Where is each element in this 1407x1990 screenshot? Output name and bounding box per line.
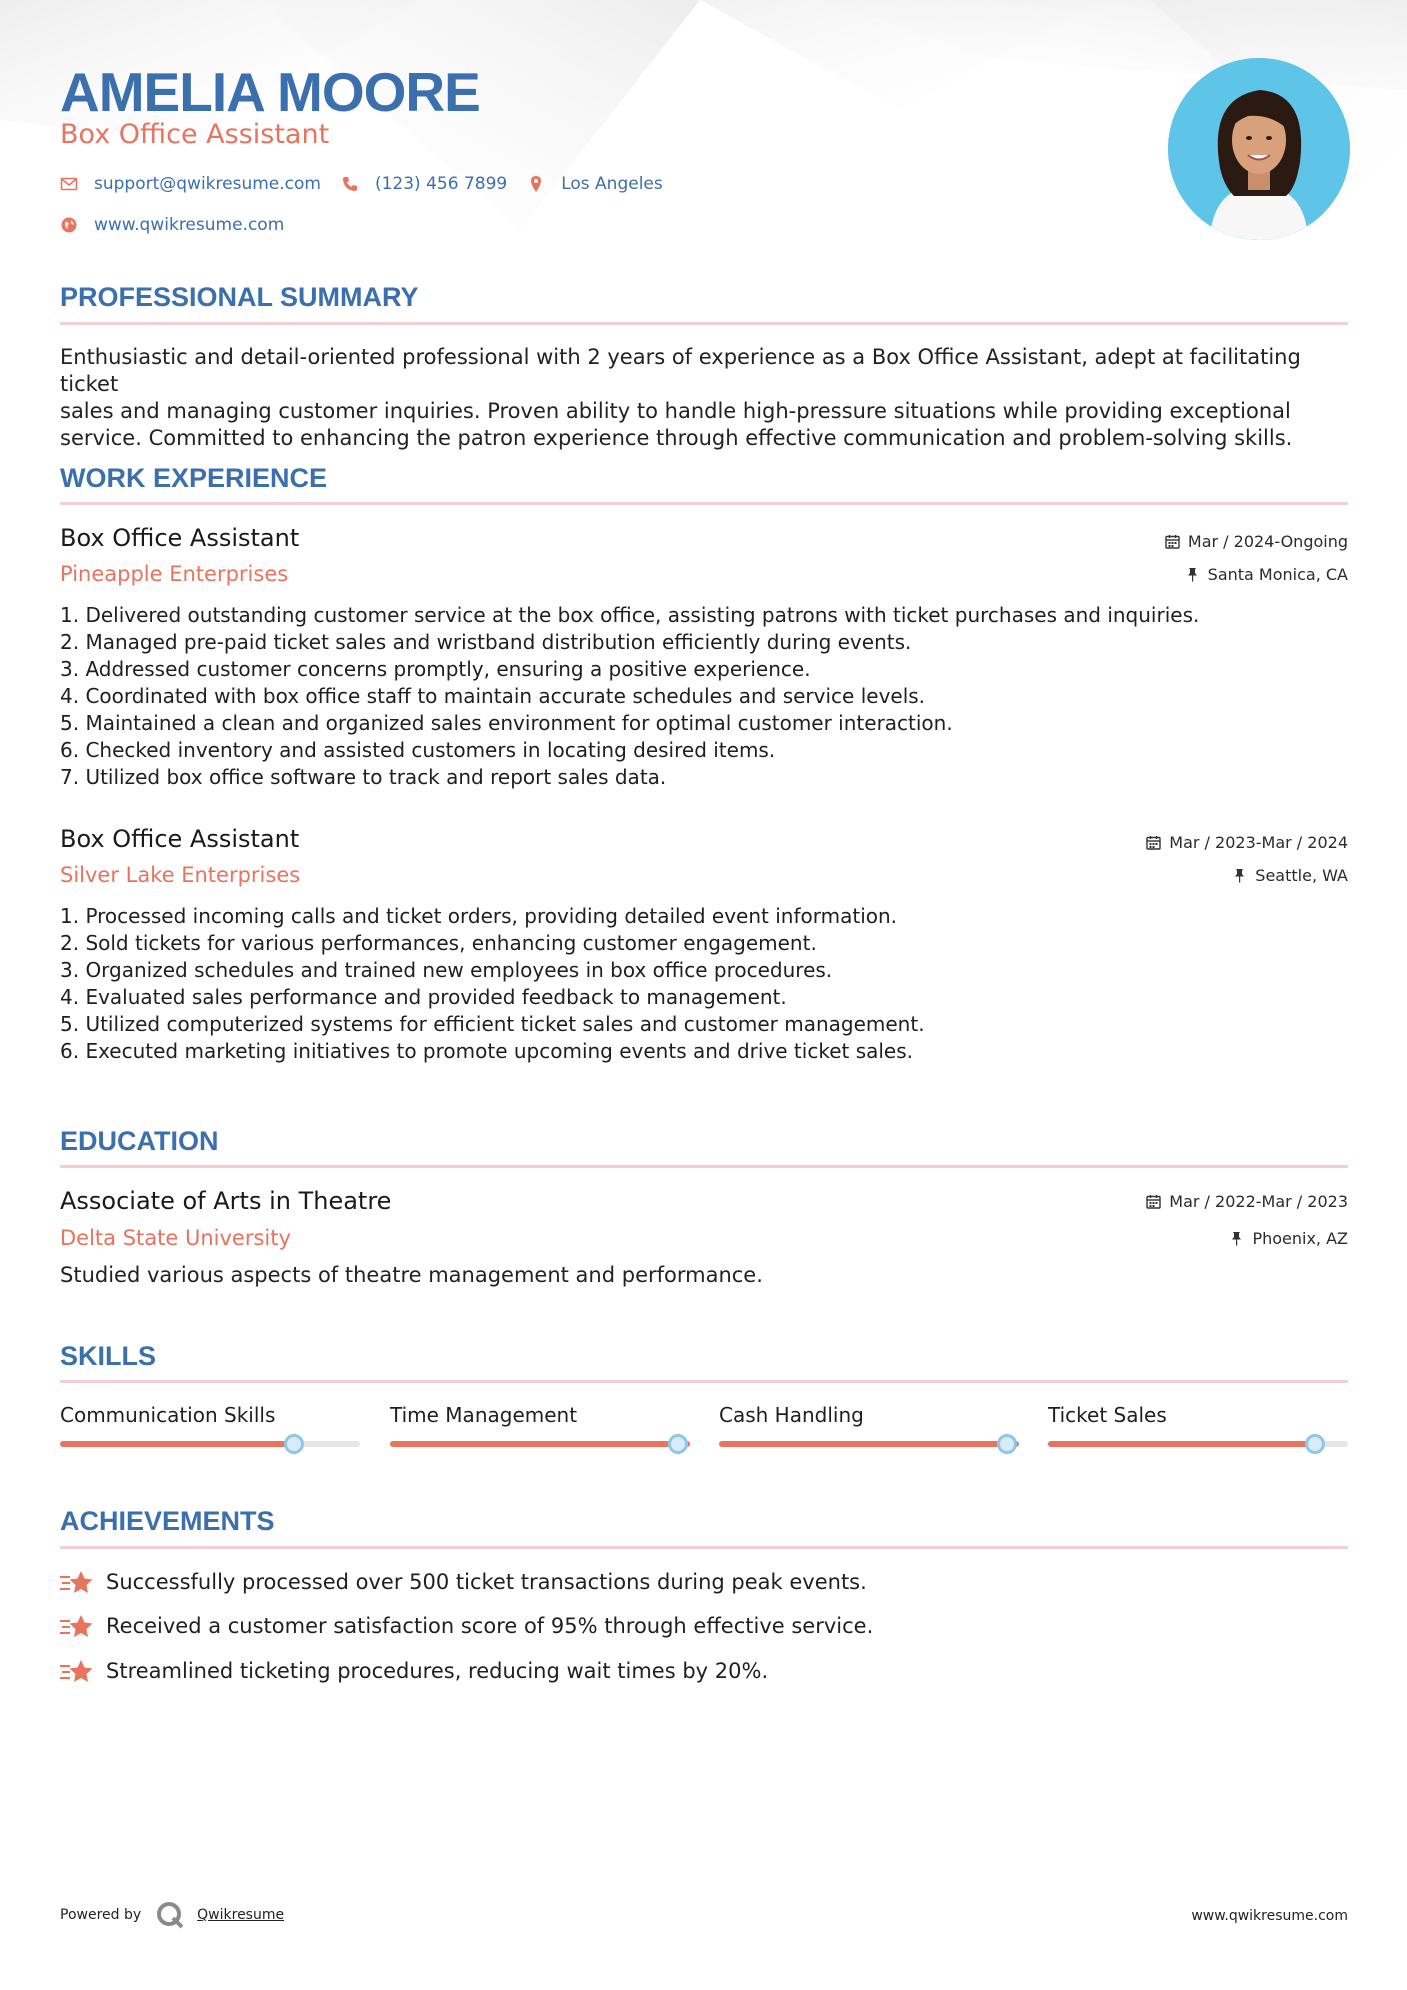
list-item: 6. Executed marketing initiatives to promote upcoming events and drive ticket sales. xyxy=(60,1039,914,1063)
skill-fill xyxy=(719,1441,1019,1447)
contact-website[interactable] xyxy=(60,215,284,235)
footer-powered-by xyxy=(60,1900,284,1930)
profile-photo xyxy=(1168,58,1350,240)
skill-item xyxy=(60,1403,360,1427)
list-item: 7. Utilized box office software to track and report sales data. xyxy=(60,765,667,789)
summary-line: service. Committed to enhancing the patron experience through effective communication and problem-solving skills. xyxy=(60,426,1293,450)
email-text[interactable]: support@qwikresume.com xyxy=(94,174,321,194)
footer-website[interactable]: www.qwikresume.com xyxy=(1191,1908,1348,1924)
education-divider xyxy=(60,1165,1348,1168)
job-location xyxy=(1185,565,1348,584)
phone-icon xyxy=(341,175,359,193)
skill-track xyxy=(390,1441,690,1447)
skill-fill xyxy=(60,1441,294,1447)
school-name: Delta State University xyxy=(60,1226,291,1250)
skill-knob xyxy=(1305,1434,1325,1454)
qwikresume-logo-icon xyxy=(155,1900,185,1930)
experience-heading: WORK EXPERIENCE xyxy=(60,463,328,493)
skill-track xyxy=(1048,1441,1348,1447)
skill-item xyxy=(719,1403,1019,1427)
calendar-icon xyxy=(1165,534,1180,549)
pushpin-icon xyxy=(1229,1231,1244,1246)
education-location xyxy=(1229,1229,1348,1248)
achievement-item xyxy=(60,1613,873,1639)
job-dates-text: Mar / 2024-Ongoing xyxy=(1187,532,1348,551)
education-description: Studied various aspects of theatre management and performance. xyxy=(60,1263,763,1287)
summary-line: Enthusiastic and detail-oriented professional with 2 years of experience as a Box Office Assistant, adept at facilitating ticket xyxy=(60,345,1301,396)
job-location-text: Seattle, WA xyxy=(1255,866,1348,885)
contact-row-website xyxy=(60,215,304,235)
list-item: 5. Utilized computerized systems for efficient ticket sales and customer management. xyxy=(60,1012,925,1036)
education-heading: EDUCATION xyxy=(60,1126,219,1156)
job-location-text: Santa Monica, CA xyxy=(1207,565,1348,584)
experience-divider xyxy=(60,502,1348,505)
summary-line: sales and managing customer inquiries. Proven ability to handle high-pressure situations while providing exceptional xyxy=(60,399,1291,423)
skills-heading: SKILLS xyxy=(60,1341,157,1371)
skill-label: Communication Skills xyxy=(60,1403,276,1427)
list-item: 4. Evaluated sales performance and provided feedback to management. xyxy=(60,985,787,1009)
job-dates xyxy=(1165,532,1348,551)
job-title: Box Office Assistant xyxy=(60,825,300,853)
job-company: Pineapple Enterprises xyxy=(60,562,289,586)
profile-photo-portrait xyxy=(1168,58,1350,240)
skill-fill xyxy=(1048,1441,1315,1447)
phone-text[interactable]: (123) 456 7899 xyxy=(374,174,508,194)
website-text[interactable]: www.qwikresume.com xyxy=(94,215,285,235)
list-item: 4. Coordinated with box office staff to maintain accurate schedules and service levels. xyxy=(60,684,926,708)
candidate-title: Box Office Assistant xyxy=(60,119,330,150)
summary-heading: PROFESSIONAL SUMMARY xyxy=(60,282,419,312)
skill-track xyxy=(719,1441,1019,1447)
skill-label: Time Management xyxy=(390,1403,578,1427)
shooting-star-icon xyxy=(60,1569,94,1595)
skill-item xyxy=(390,1403,690,1427)
education-location-text: Phoenix, AZ xyxy=(1252,1229,1348,1248)
job-location xyxy=(1232,866,1348,885)
shooting-star-icon xyxy=(60,1658,94,1684)
job-title: Box Office Assistant xyxy=(60,524,300,552)
list-item: 6. Checked inventory and assisted customers in locating desired items. xyxy=(60,738,776,762)
globe-icon xyxy=(60,216,78,234)
pushpin-icon xyxy=(1185,567,1200,582)
list-item: 1. Delivered outstanding customer service at the box office, assisting patrons with ticket purchases and inquiries. xyxy=(60,603,1200,627)
job-dates xyxy=(1146,833,1348,852)
education-dates xyxy=(1146,1192,1348,1211)
achievements-heading: ACHIEVEMENTS xyxy=(60,1506,275,1536)
map-pin-icon xyxy=(527,175,545,193)
summary-divider xyxy=(60,322,1348,325)
skill-knob xyxy=(284,1434,304,1454)
job-bullets xyxy=(60,903,1348,1065)
candidate-name: AMELIA MOORE xyxy=(60,61,480,123)
skill-item xyxy=(1048,1403,1348,1427)
contact-phone[interactable] xyxy=(341,174,507,194)
skill-knob xyxy=(997,1434,1017,1454)
shooting-star-icon xyxy=(60,1613,94,1639)
list-item: 2. Managed pre-paid ticket sales and wristband distribution efficiently during events. xyxy=(60,630,912,654)
powered-by-text: Powered by xyxy=(60,1907,142,1923)
list-item: 1. Processed incoming calls and ticket orders, providing detailed event information. xyxy=(60,904,898,928)
summary-text xyxy=(60,344,1348,452)
skill-track xyxy=(60,1441,360,1447)
location-text: Los Angeles xyxy=(561,174,663,194)
list-item: 5. Maintained a clean and organized sales environment for optimal customer interaction. xyxy=(60,711,953,735)
achievement-item xyxy=(60,1658,768,1684)
skill-fill xyxy=(390,1441,690,1447)
job-bullets xyxy=(60,602,1348,791)
achievement-text: Streamlined ticketing procedures, reducing wait times by 20%. xyxy=(106,1659,769,1683)
list-item: 3. Addressed customer concerns promptly, ensuring a positive experience. xyxy=(60,657,811,681)
achievements-divider xyxy=(60,1546,1348,1549)
skill-knob xyxy=(668,1434,688,1454)
job-company: Silver Lake Enterprises xyxy=(60,863,301,887)
achievement-text: Successfully processed over 500 ticket transactions during peak events. xyxy=(106,1570,867,1594)
list-item: 2. Sold tickets for various performances, enhancing customer engagement. xyxy=(60,931,817,955)
qwikresume-link[interactable]: Qwikresume xyxy=(197,1907,285,1923)
achievement-item xyxy=(60,1569,867,1595)
calendar-icon xyxy=(1146,835,1161,850)
job-dates-text: Mar / 2023-Mar / 2024 xyxy=(1169,833,1348,852)
education-dates-text: Mar / 2022-Mar / 2023 xyxy=(1169,1192,1348,1211)
calendar-icon xyxy=(1146,1194,1161,1209)
pushpin-icon xyxy=(1232,868,1247,883)
contact-row xyxy=(60,174,683,194)
contact-email[interactable] xyxy=(60,174,321,194)
skill-label: Cash Handling xyxy=(719,1403,864,1427)
resume-page xyxy=(60,0,1348,1990)
contact-location xyxy=(527,174,663,194)
achievement-text: Received a customer satisfaction score of 95% through effective service. xyxy=(106,1614,874,1638)
skill-label: Ticket Sales xyxy=(1048,1403,1167,1427)
envelope-icon xyxy=(60,175,78,193)
skills-divider xyxy=(60,1380,1348,1383)
list-item: 3. Organized schedules and trained new employees in box office procedures. xyxy=(60,958,833,982)
degree-title: Associate of Arts in Theatre xyxy=(60,1187,392,1215)
